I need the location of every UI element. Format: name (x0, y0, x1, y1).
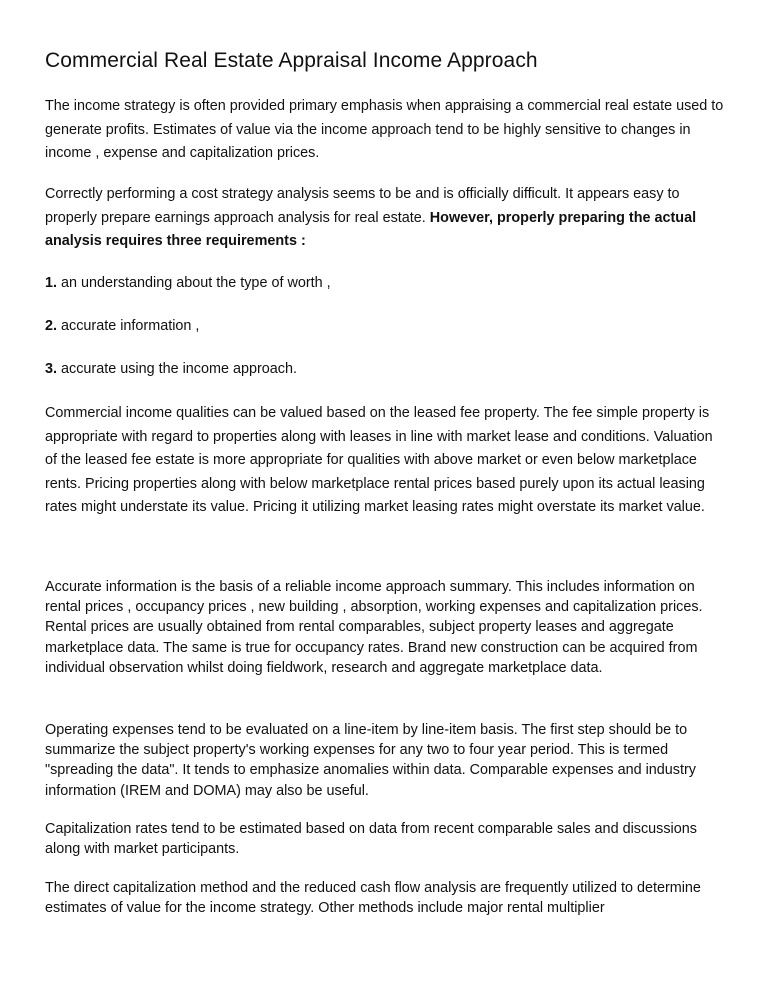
requirement-number: 2. (45, 318, 58, 334)
requirement-item-1 (45, 272, 725, 296)
operating-expenses-paragraph: Operating expenses tend to be evaluated on a line-item by line-item basis. The first step should be to summarize the subject property's working expenses for any two to four year period. This is termed "spreading the data". It tends to emphasize anomalies within data. Comparable expenses and industry information (IREM and DOMA) may also be useful. (45, 722, 696, 799)
intro-paragraph: The income strategy is often provided primary emphasis when appraising a commercial real estate used to generate profits. Estimates of value via the income approach tend to be highly sensitive to changes in income , expense and capitalization prices. (45, 98, 724, 161)
accurate-information-paragraph: Accurate information is the basis of a reliable income approach summary. This includes information on rental prices , occupancy prices , new building , absorption, working expenses and capitalization prices. Rental prices are usually obtained from rental comparables, subject property leases and aggregate marketplace data. The same is true for occupancy rates. Brand new construction can be acquired from individual observation whilst doing fieldwork, research and aggregate marketplace data. (45, 579, 703, 676)
requirement-item-3 (45, 358, 725, 382)
cost-approach-text: Correctly performing a cost strategy analysis seems to be and is officially difficult. It appears easy to properly prepare earnings approach analysis for real estate. (45, 186, 680, 226)
requirement-text: an understanding about the type of worth , (57, 275, 331, 291)
document-title: Commercial Real Estate Appraisal Income Approach (45, 49, 538, 72)
leased-fee-paragraph: Commercial income qualities can be valued based on the leased fee property. The fee simple property is appropriate with regard to properties along with leases in line with market lease and conditions. Valuation of the leased fee estate is more appropriate for qualities with above market or even below marketplace rents. Pricing properties along with below marketplace rental prices based purely upon its actual leasing rates might understate its value. Pricing it utilizing market leasing rates might overstate its market value. (45, 405, 713, 515)
requirement-number: 3. (45, 361, 58, 377)
requirement-text: accurate using the income approach. (57, 361, 298, 377)
requirement-text: accurate information , (57, 318, 200, 334)
requirements-intro-bold: However, properly preparing the actual analysis requires three requirements : (45, 209, 697, 249)
capitalization-rates-paragraph: Capitalization rates tend to be estimated based on data from recent comparable sales and discussions along with market participants. (45, 821, 697, 858)
requirement-number: 1. (45, 275, 58, 291)
requirement-item-2 (45, 315, 725, 339)
direct-capitalization-paragraph: The direct capitalization method and the reduced cash flow analysis are frequently utilized to determine estimates of value for the income strategy. Other methods include major rental multiplier (45, 880, 701, 917)
cost-approach-paragraph (45, 183, 725, 254)
